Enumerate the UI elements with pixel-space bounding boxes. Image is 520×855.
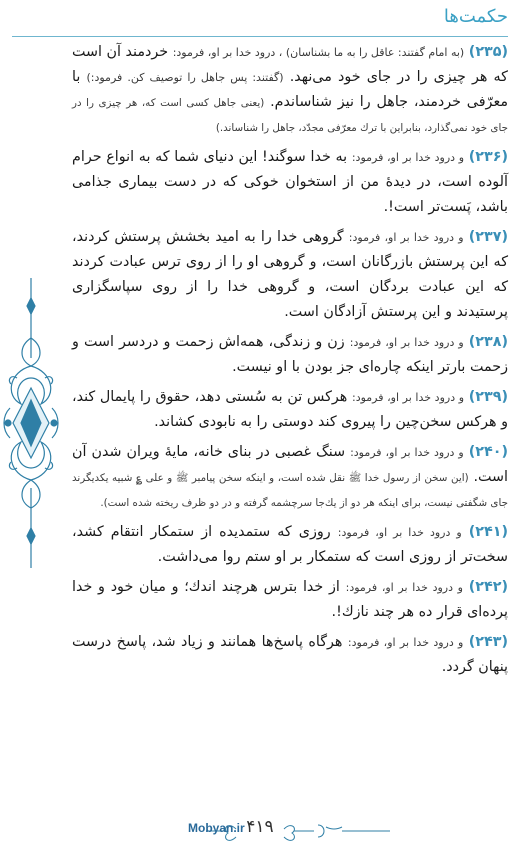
hikmat-text: هرکس تن به سُستی دهد، حقوق را پایمال کند، و هرکس سخن‌چین را پیروی کند دوستی را به نابودی کشاند. xyxy=(72,389,508,430)
hikmat-intro: و درود خدا بر او، فرمود: xyxy=(337,526,462,539)
page-number: ۴۱۹ xyxy=(246,817,274,837)
hikmat-intro: و درود خدا بر او، فرمود: xyxy=(349,336,464,349)
page-footer xyxy=(0,809,520,849)
hikmat-237 xyxy=(72,225,508,325)
hikmat-238 xyxy=(72,330,508,380)
hikmat-intro: و درود خدا بر او، فرمود: xyxy=(347,636,464,649)
hikmat-text: سنگ غصبی در بنای خانه، مایهٔ ویران شدن آن است. xyxy=(72,444,508,485)
hikmat-239 xyxy=(72,385,508,435)
hikmat-text: زن و زندگی، همه‌اش زحمت و دردسر است و زحمت بارتر اینکه چاره‌ای جز بودن با او نیست. xyxy=(72,334,508,375)
hikmat-241 xyxy=(72,520,508,570)
hikmat-number: (۲۴۰) xyxy=(468,444,508,460)
hikmat-intro-2: (گفتند: پس جاهل را توصیف کن. فرمود:) xyxy=(86,71,284,84)
hikmat-243 xyxy=(72,630,508,680)
hikmat-intro: و درود خدا بر او، فرمود: xyxy=(345,581,463,594)
hikmat-number: (۲۳۵) xyxy=(468,44,509,60)
hikmat-text: به خدا سوگند! این دنیای شما که به انواع حرام آلوده است، در دیدهٔ من از استخوان خوکی که در دست بیماری جذامی باشد، پَست‌تر است!. xyxy=(72,149,508,215)
hikmat-text: روزی که ستمدیده از ستمکار انتقام کشد، سخت‌تر از روزی است که ستمکار بر او ستم روا می‌داشت. xyxy=(72,524,508,565)
hikmat-text: گروهی خدا را به امید بخشش پرستش کردند، که این پرستش بازرگانان است، و گروهی او را از روی ترس عبادت کردند که این عبادت بردگان است، و گروهی خدا را از روی سپاسگزاری پرستیدند و این پرستش آزادگان است. xyxy=(72,229,508,320)
hikmat-intro: و درود خدا بر او، فرمود: xyxy=(351,151,465,164)
hikmat-note: (این سخن از رسول خدا ﷺ نقل شده است، و اینکه سخن پیامبر ﷺ و علی ؏ شبیه یکدیگرند جای شگفتی نیست، برای اینکه هر دو از یك‌جا سرچشمه گرفته و در دو ظرف ریخته شده است). xyxy=(72,472,508,509)
hikmat-236 xyxy=(72,145,508,220)
hikmat-text: از خدا بترس هرچند اندك؛ و میان خود و خدا پرده‌ای قرار ده هر چند نازك!. xyxy=(72,579,508,620)
hikmat-240 xyxy=(72,440,508,515)
header-divider xyxy=(12,36,508,37)
site-watermark: Mobyan.ir xyxy=(188,821,245,835)
hikmat-number: (۲۳۸) xyxy=(468,334,509,350)
hikmat-number: (۲۳۹) xyxy=(468,389,508,405)
hikmat-note: (یعنی جاهل کسی است که، هر چیزی را در جای خود نمی‌گذارد، بنابراین با ترك معرّفی مجدّد، جاهل را شناساند.) xyxy=(72,97,508,134)
hikmat-intro: و درود خدا بر او، فرمود: xyxy=(348,231,464,244)
hikmat-235 xyxy=(72,40,508,140)
hikmat-number: (۲۴۳) xyxy=(468,634,509,650)
hikmat-intro: (به امام گفتند: عاقل را به ما بشناسان) ، درود خدا بر او، فرمود: xyxy=(172,46,465,59)
hikmat-number: (۲۳۷) xyxy=(468,229,509,245)
decorative-ornament-icon xyxy=(2,278,60,568)
hikmat-text-2: با معرّفی خردمند، جاهل را نیز شناساندم. xyxy=(72,69,509,110)
hikmat-number: (۲۴۲) xyxy=(468,579,509,595)
hikmat-242 xyxy=(72,575,508,625)
hikmat-text: هرگاه پاسخ‌ها همانند و زیاد شد، پاسخ درست پنهان گردد. xyxy=(72,634,508,675)
hikmat-intro: و درود خدا بر او، فرمود: xyxy=(352,391,465,404)
hikmat-list xyxy=(72,40,508,685)
section-title: حکمت‌ها xyxy=(443,6,508,27)
hikmat-text: خردمند آن است که هر چیزی را در جای خود می‌نهد. xyxy=(72,44,508,85)
hikmat-number: (۲۳۶) xyxy=(468,149,509,165)
hikmat-intro: و درود خدا بر او، فرمود: xyxy=(350,446,464,459)
hikmat-number: (۲۴۱) xyxy=(468,524,509,540)
